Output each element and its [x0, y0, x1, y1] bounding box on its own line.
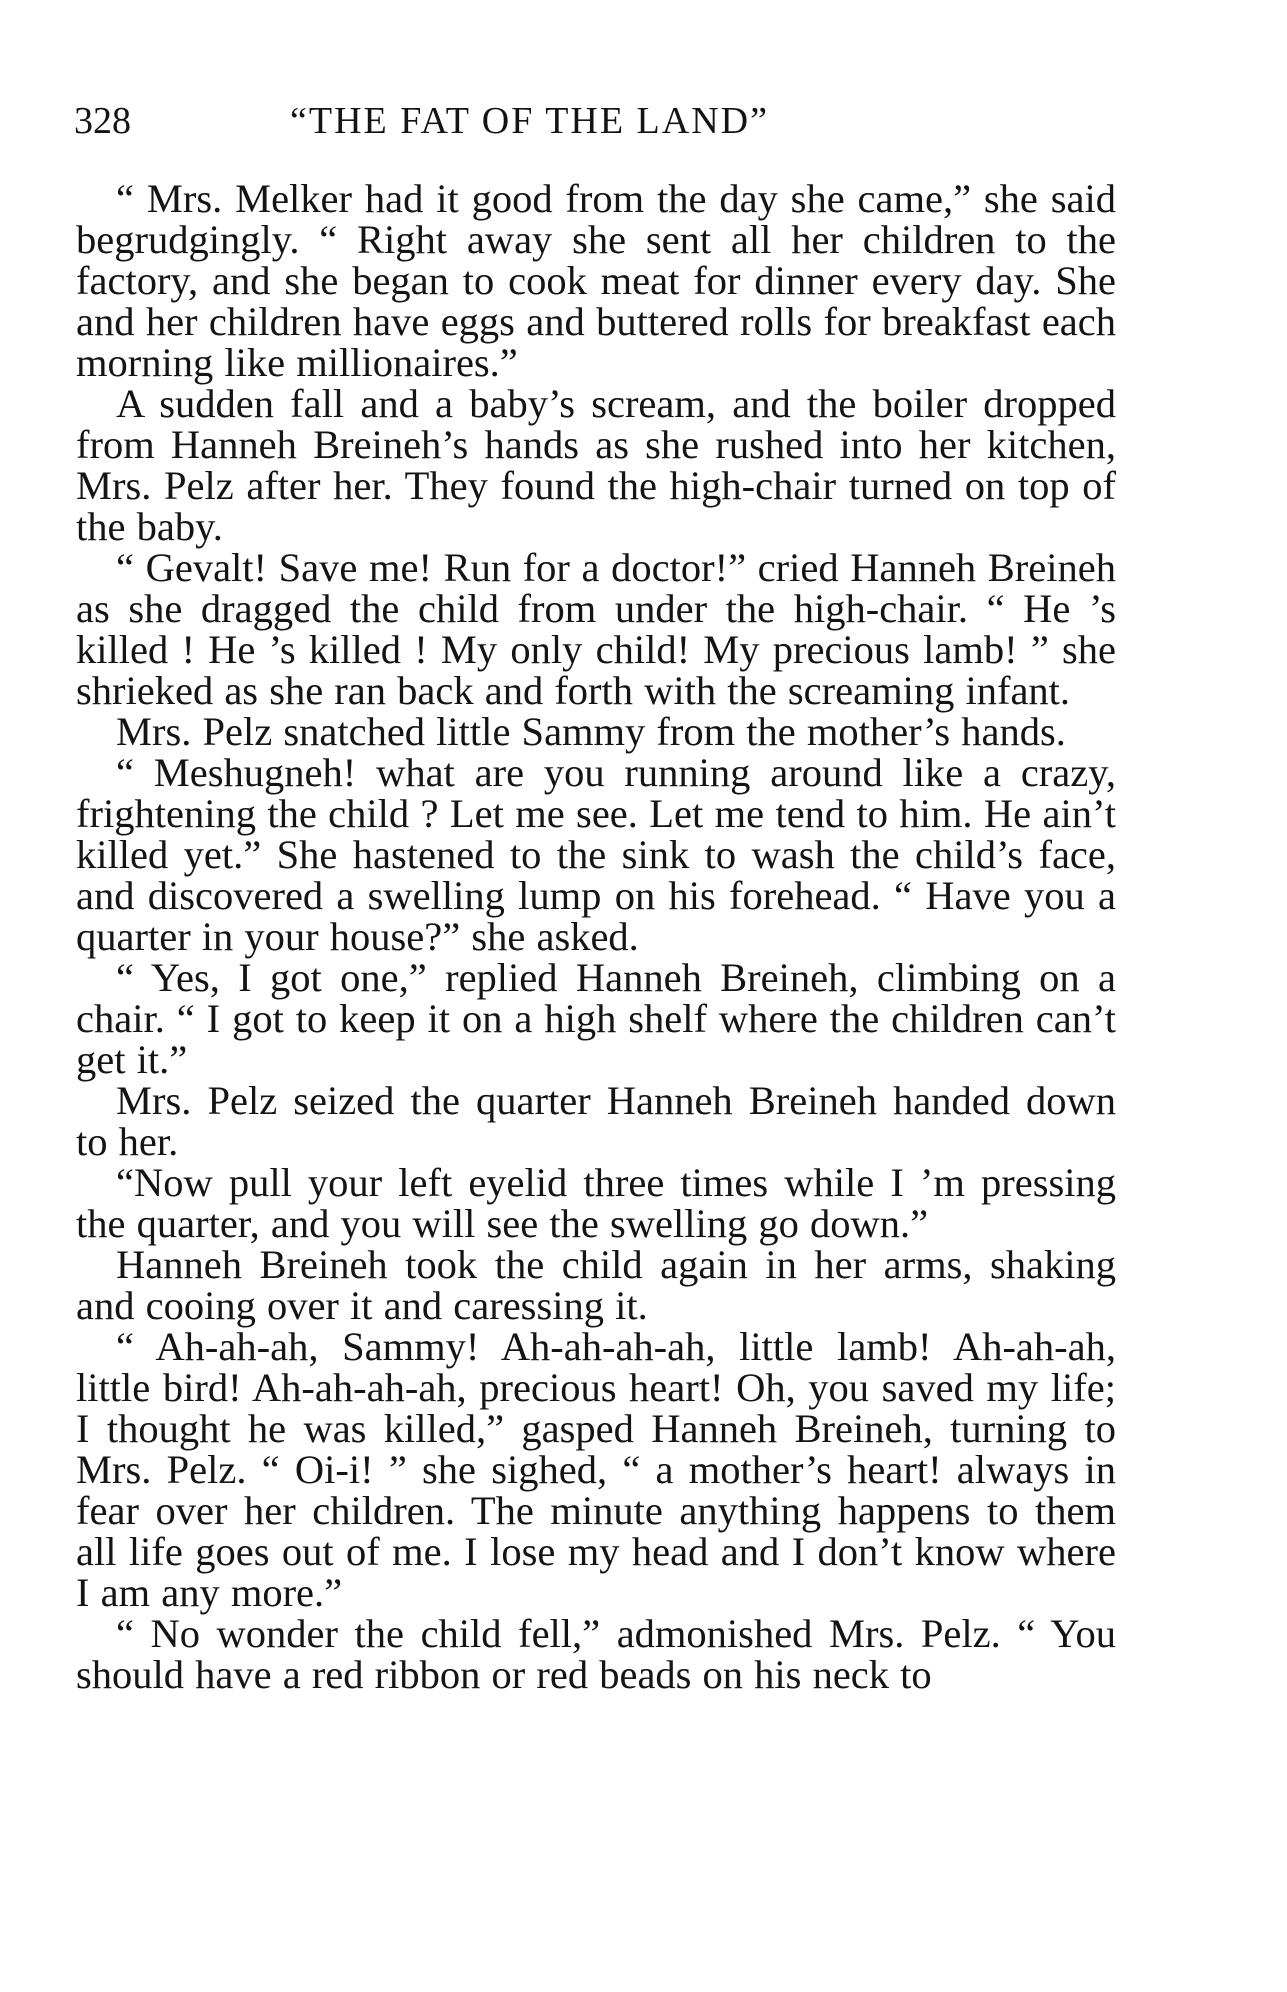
paragraph: “ Yes, I got one,” replied Hanneh Breineh, climbing on a chair. “ I got to keep it on a high shelf where the children can’t get it.” [76, 955, 1116, 1082]
paragraph: Mrs. Pelz seized the quarter Hanneh Breineh handed down to her. [76, 1078, 1116, 1164]
paragraph: “ No wonder the child fell,” admonished Mrs. Pelz. “ You should have a red ribbon or red beads on his neck to [76, 1611, 1116, 1697]
paragraph: “ Ah-ah-ah, Sammy! Ah-ah-ah-ah, little lamb! Ah-ah-ah, little bird! Ah-ah-ah-ah, precious heart! Oh, you saved my life; I thought he was killed,” gasped Hanneh Breineh, turning to Mrs. Pelz. “ Oi-i! ” she sighed, “ a mother’s heart! always in fear over her children. The minute anything happens to them all life goes out of me. I lose my head and I don’t know where I am any more.” [76, 1324, 1116, 1615]
running-head [74, 96, 1114, 146]
paragraph: A sudden fall and a baby’s scream, and the boiler dropped from Hanneh Breineh’s hands as she rushed into her kitchen, Mrs. Pelz after her. They found the high-chair turned on top of the baby. [76, 381, 1116, 549]
page-number: 328 [74, 100, 131, 142]
paragraph: “ Mrs. Melker had it good from the day she came,” she said begrudgingly. “ Right away she sent all her children to the factory, and she began to cook meat for dinner every day. She and her children have eggs and buttered rolls for breakfast each morning like millionaires.” [76, 176, 1116, 385]
paragraph: Mrs. Pelz snatched little Sammy from the mother’s hands. [116, 709, 1066, 754]
paragraph: “Now pull your left eyelid three times while I ’m pressing the quarter, and you will see the swelling go down.” [76, 1160, 1116, 1246]
running-title: “THE FAT OF THE LAND” [290, 100, 769, 142]
paragraph: “ Gevalt! Save me! Run for a doctor!” cried Hanneh Breineh as she dragged the child from under the high-chair. “ He ’s killed ! He ’s killed ! My only child! My precious lamb! ” she shrieked as she ran back and forth with the screaming infant. [76, 545, 1116, 713]
paragraph: Hanneh Breineh took the child again in her arms, shaking and cooing over it and caressing it. [76, 1242, 1116, 1328]
paragraph: “ Meshugneh! what are you running around like a crazy, frightening the child ? Let me see. Let me tend to him. He ain’t killed yet.” She hastened to the sink to wash the child’s face, and discovered a swelling lump on his forehead. “ Have you a quarter in your house?” she asked. [76, 750, 1116, 959]
body-text [76, 178, 1116, 1695]
